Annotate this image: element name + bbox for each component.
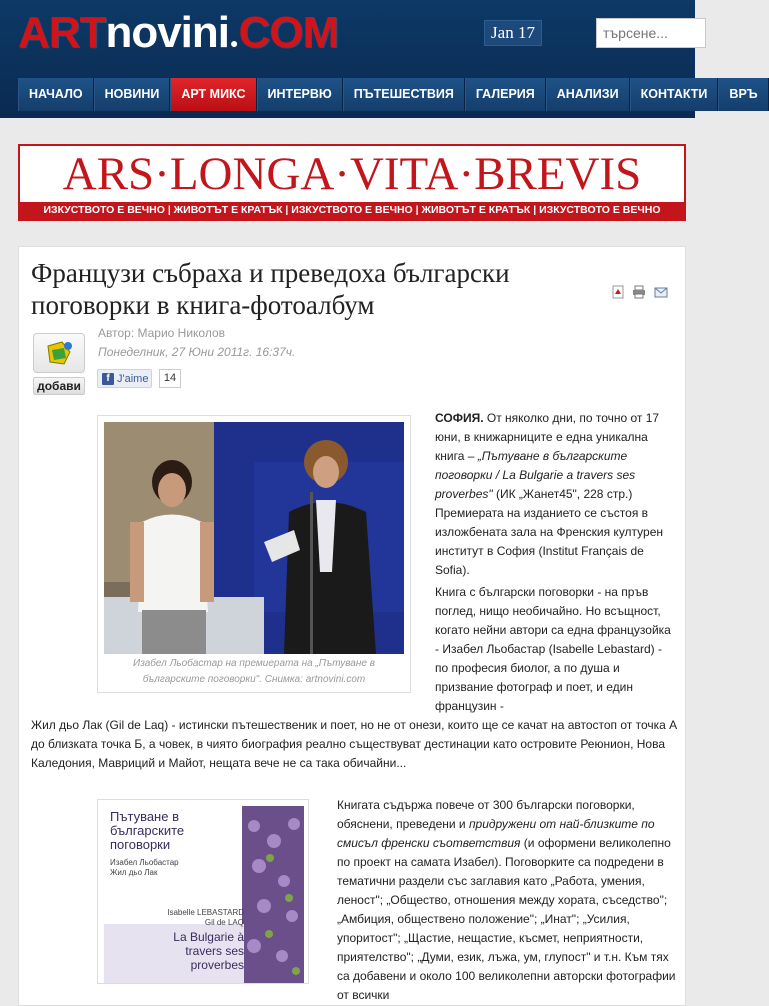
paragraph-4 [337, 796, 677, 1005]
cover-authors-fr: Isabelle LEBASTARD Gil de LAQ [167, 908, 244, 927]
logo-text-com: COM [238, 8, 339, 57]
nav-item-more[interactable]: ВРЪ [718, 78, 768, 111]
paragraph-intro-text-2: (ИК „Жанет45", 228 стр.) Премиерата на изданието се състоя в изложбената зала на Френския културен институт в София (Institut Français de Sofia). [435, 487, 664, 577]
pdf-icon[interactable] [611, 285, 625, 299]
add-bookmark-icon [33, 333, 85, 373]
like-count: 14 [159, 369, 181, 388]
nav-item-art-mix[interactable]: АРТ МИКС [170, 78, 256, 111]
article [18, 246, 686, 1006]
book-cover-image[interactable] [104, 806, 304, 983]
paragraph-intro-text: От няколко дни, по точно от 17 юни, в книжарниците е една уникална книга – [435, 411, 660, 463]
facebook-icon: f [102, 373, 114, 385]
add-bookmark-button[interactable] [31, 333, 87, 399]
main-nav [18, 78, 769, 111]
banner-tagline: ИЗКУСТВОТО Е ВЕЧНО | ЖИВОТЪТ Е КРАТЪК | ИЗКУСТВОТО Е ВЕЧНО | ЖИВОТЪТ Е КРАТЪК | ИЗКУСТВОТО Е ВЕЧНО [20, 202, 684, 219]
site-header [0, 0, 758, 118]
banner-headline: ARS·LONGA·VITA·BREVIS [62, 148, 642, 200]
book-title-text: „Пътуване в българските поговорки / La Bulgarie a travers ses proverbes" [435, 449, 636, 501]
facebook-like-button[interactable] [97, 369, 152, 388]
add-bookmark-label: добави [33, 377, 85, 395]
paragraph-4-text-2: (и оформени великолепно по проект на самата Изабел). Поговорките са подредени в тематични раздели със заглавия като „Работа, умения, леност"; „Общество, отношения между хората, съседство"; „Амбиция, обществено положение"; „Инат"; „Усилия, упоритост"; „Щастие, нещастие, късмет, неприятности, приятелство"; „Думи, език, лъжа, ум, глупост" и т.н. Към тях са добавени и около 100 великолепни авторски фотографии от всички [337, 836, 676, 1002]
search-input[interactable] [596, 18, 706, 48]
cover-title-bg: Пътуване в българските поговорки [110, 809, 185, 852]
nav-item-analyses[interactable]: АНАЛИЗИ [546, 78, 630, 111]
cover-title-fr: La Bulgarie à travers ses proverbes [173, 930, 244, 972]
book-cover-figure [97, 799, 309, 984]
paragraph-3: Жил дьо Лак (Gil de Laq) - истински пътешественик и поет, но не от онези, които ще се качат на автостоп от точка А до близката точка Б, а човек, в чиято биография реално съществуват дестинации като островите Реюнион, Нова Каледония, Мавриций и Майот, нещата вече не са така обичайни... [31, 718, 678, 770]
logo-text-art: ART [18, 8, 106, 57]
logo-text-novini: novini [105, 8, 229, 57]
ars-longa-banner[interactable] [18, 144, 686, 221]
nav-item-news[interactable]: НОВИНИ [94, 78, 171, 111]
nav-item-home[interactable]: НАЧАЛО [18, 78, 94, 111]
paragraph-2: Книга с български поговорки - на пръв поглед, нищо необичайно. Но всъщност, когато нейни автори са една французойка - Изабел Льобастар (Isabelle Lebastard) - по професия биолог, а по душа и призвание фотограф и поет, и един французин - [435, 585, 671, 713]
like-label: J'aime [117, 372, 149, 385]
print-icon[interactable] [632, 285, 646, 299]
article-author: Автор: Марио Николов [98, 326, 226, 340]
nav-item-travel[interactable]: ПЪТЕШЕСТВИЯ [343, 78, 465, 111]
cover-authors-bg: Изабел Льобастар Жил дьо Лак [110, 858, 179, 877]
logo-dot: ● [230, 35, 238, 51]
nav-item-interview[interactable]: ИНТЕРВЮ [257, 78, 343, 111]
photo-caption: Изабел Льобастар на премиерата на „Пътуване в българските поговорки". Снимка: artnovini.com [133, 658, 375, 685]
email-icon[interactable] [654, 285, 668, 299]
article-title: Французи събраха и преведоха български поговорки в книга-фотоалбум [31, 258, 510, 320]
article-photo-figure [97, 415, 411, 693]
site-logo[interactable] [18, 8, 338, 58]
nav-item-gallery[interactable]: ГАЛЕРИЯ [465, 78, 546, 111]
date-badge: Jan 17 [484, 20, 542, 46]
premiere-photo[interactable] [104, 422, 404, 654]
paragraph-4-emphasis: придружени от най-близките по смисъл френски съответствия [337, 817, 655, 850]
dateline-city: СОФИЯ. [435, 411, 484, 425]
paragraph-4-text: Книгата съдържа повече от 300 български поговорки, обяснени, преведени и [337, 798, 635, 831]
nav-item-contacts[interactable]: КОНТАКТИ [630, 78, 719, 111]
paragraph-intro [435, 409, 675, 580]
article-date: Понеделник, 27 Юни 2011г. 16:37ч. [98, 345, 296, 359]
